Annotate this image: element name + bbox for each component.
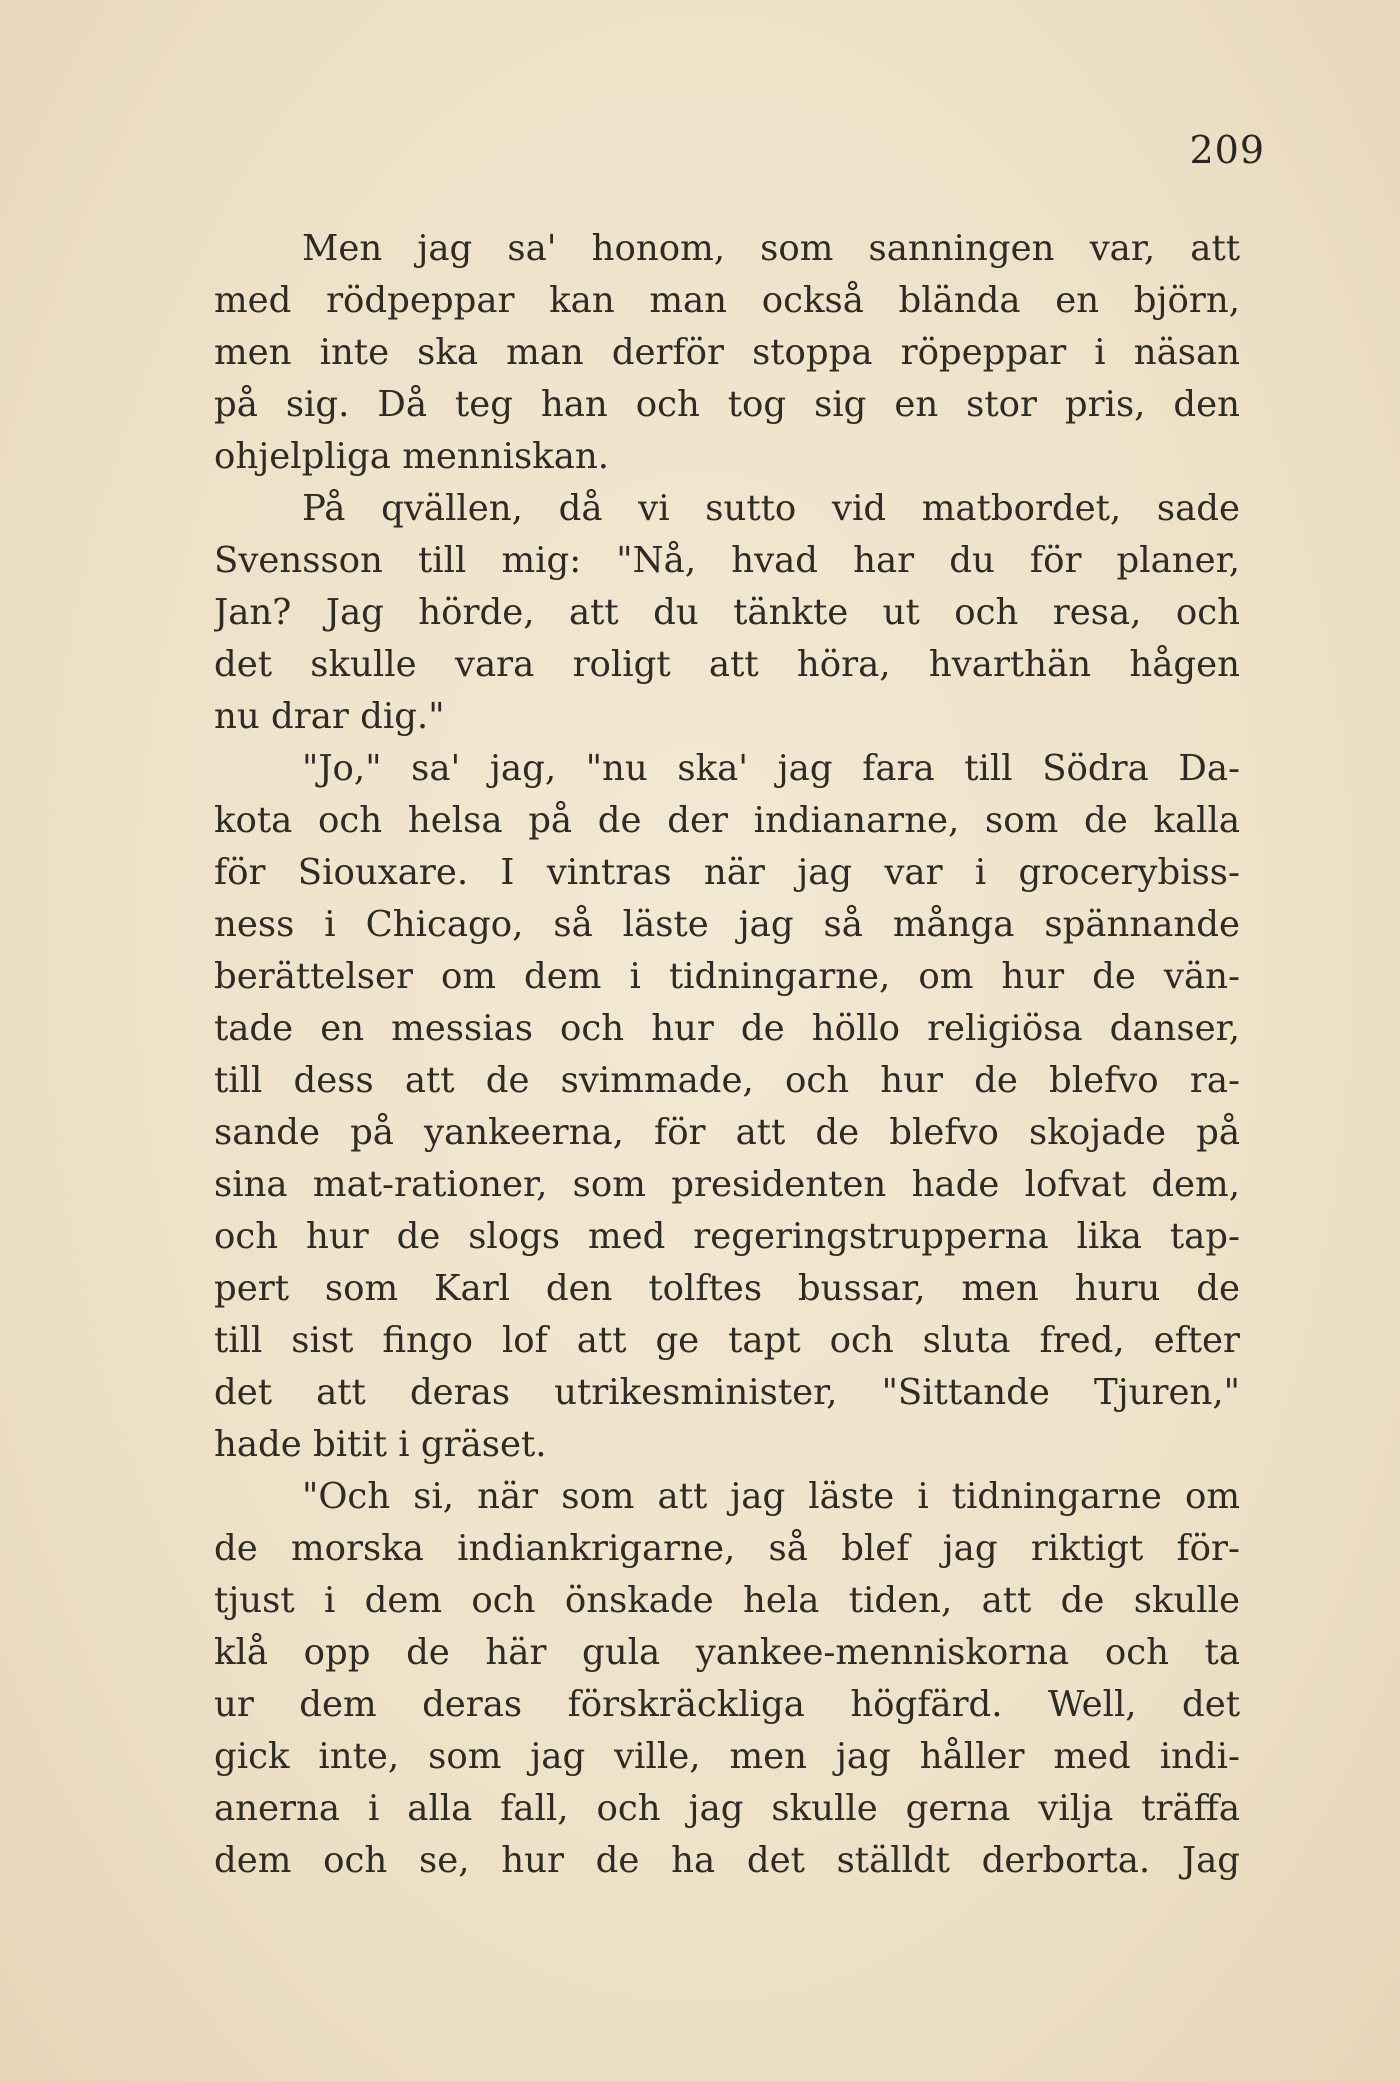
text-line: tjust i dem och önskade hela tiden, att de skulle bbox=[214, 1580, 1240, 1621]
text-line: "Och si, när som att jag läste i tidningarne om bbox=[302, 1476, 1240, 1517]
text-line: ohjelpliga menniskan. bbox=[214, 436, 610, 477]
text-line: anerna i alla fall, och jag skulle gerna vilja träffa bbox=[214, 1788, 1240, 1829]
text-line: pert som Karl den tolftes bussar, men huru de bbox=[214, 1268, 1240, 1309]
text-line: Men jag sa' honom, som sanningen var, att bbox=[302, 228, 1240, 269]
text-line: sande på yankeerna, för att de blefvo skojade på bbox=[214, 1112, 1240, 1153]
text-line: "Jo," sa' jag, "nu ska' jag fara till Södra Da- bbox=[302, 748, 1240, 789]
text-line: med rödpeppar kan man också blända en björn, bbox=[214, 280, 1240, 321]
text-line: det att deras utrikesminister, "Sittande Tjuren," bbox=[214, 1372, 1240, 1413]
text-line: kota och helsa på de der indianarne, som de kalla bbox=[214, 800, 1240, 841]
text-line: de morska indiankrigarne, så blef jag riktigt för- bbox=[214, 1528, 1240, 1569]
page-number: 209 bbox=[1189, 128, 1265, 172]
text-line: men inte ska man derför stoppa röpeppar i näsan bbox=[214, 332, 1240, 373]
text-line: för Siouxare. I vintras när jag var i grocerybiss- bbox=[214, 852, 1240, 893]
body-text bbox=[214, 223, 1240, 1887]
text-line: till sist fingo lof att ge tapt och sluta fred, efter bbox=[214, 1320, 1240, 1361]
text-line: På qvällen, då vi sutto vid matbordet, sade bbox=[302, 488, 1240, 529]
text-line: sina mat-rationer, som presidenten hade lofvat dem, bbox=[214, 1164, 1240, 1205]
text-line: gick inte, som jag ville, men jag håller med indi- bbox=[214, 1736, 1240, 1777]
text-line: klå opp de här gula yankee-menniskorna och ta bbox=[214, 1632, 1240, 1673]
text-line: Jan? Jag hörde, att du tänkte ut och resa, och bbox=[214, 592, 1240, 633]
text-line: tade en messias och hur de höllo religiösa danser, bbox=[214, 1008, 1240, 1049]
text-line: till dess att de svimmade, och hur de blefvo ra- bbox=[214, 1060, 1240, 1101]
text-line: hade bitit i gräset. bbox=[214, 1424, 547, 1465]
text-line: nu drar dig." bbox=[214, 696, 445, 737]
text-line: ur dem deras förskräckliga högfärd. Well, det bbox=[214, 1684, 1240, 1725]
text-line: och hur de slogs med regeringstrupperna lika tap- bbox=[214, 1216, 1240, 1257]
text-line: dem och se, hur de ha det ställdt derborta. Jag bbox=[214, 1840, 1240, 1881]
text-line: berättelser om dem i tidningarne, om hur de vän- bbox=[214, 956, 1240, 997]
text-line: på sig. Då teg han och tog sig en stor pris, den bbox=[214, 384, 1240, 425]
text-line: ness i Chicago, så läste jag så många spännande bbox=[214, 904, 1240, 945]
text-line: Svensson till mig: "Nå, hvad har du för planer, bbox=[214, 540, 1240, 581]
text-line: det skulle vara roligt att höra, hvarthän hågen bbox=[214, 644, 1240, 685]
